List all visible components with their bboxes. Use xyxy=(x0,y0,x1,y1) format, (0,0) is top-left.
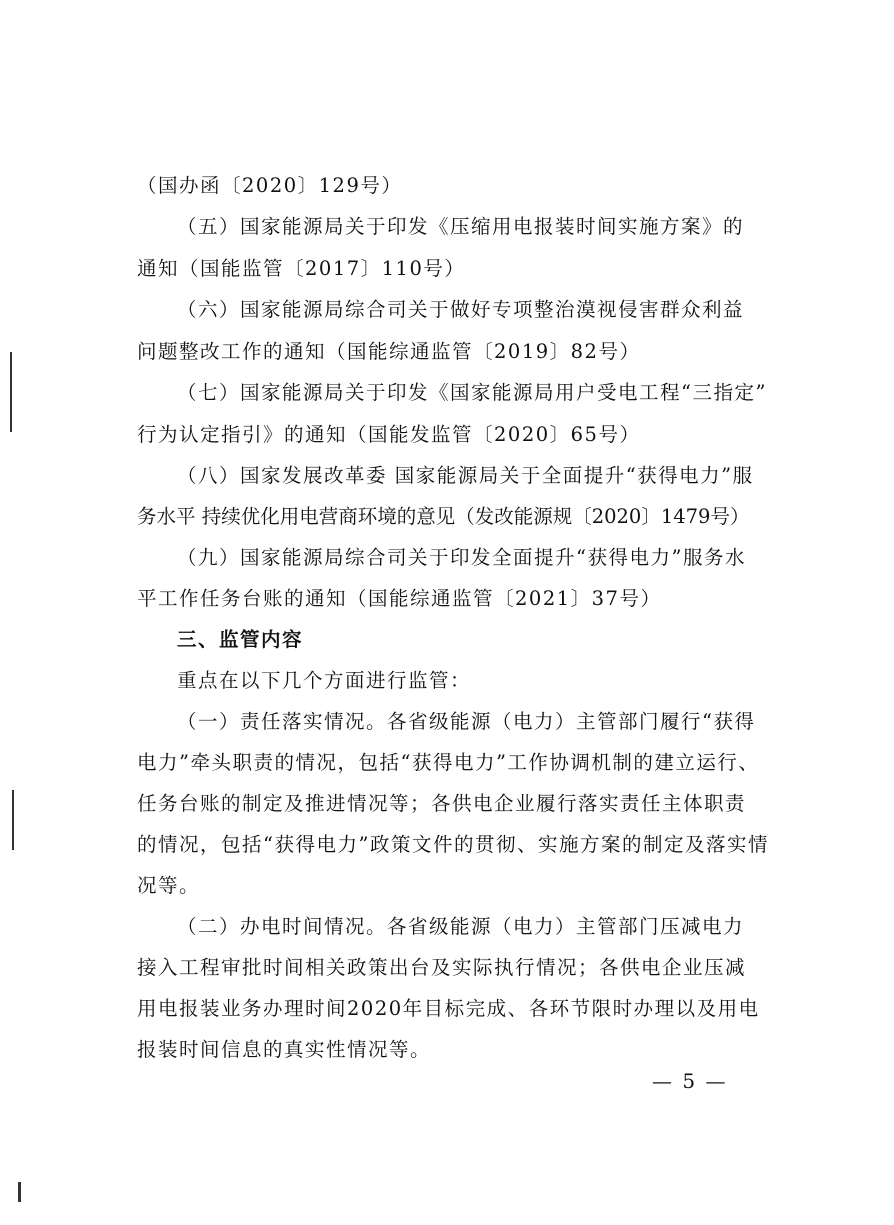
page-number: — 5 — xyxy=(652,1069,728,1093)
list-item-5: （五）国家能源局关于印发《压缩用电报装时间实施方案》的 xyxy=(177,215,745,238)
text-line: 务水平 持续优化用电营商环境的意见（发改能源规〔2020〕1479号） xyxy=(137,505,750,528)
scan-edge-mark xyxy=(10,352,12,432)
scan-edge-mark xyxy=(12,790,14,850)
list-item-1: （一）责任落实情况。各省级能源（电力）主管部门履行“获得 xyxy=(177,710,756,733)
section-heading: 三、监管内容 xyxy=(177,628,304,651)
text-line: 行为认定指引》的通知（国能发监管〔2020〕65号） xyxy=(137,423,641,446)
list-item-2: （二）办电时间情况。各省级能源（电力）主管部门压减电力 xyxy=(177,915,745,938)
text-line: 用电报装业务办理时间2020年目标完成、各环节限时办理以及用电 xyxy=(137,997,760,1020)
scan-edge-mark xyxy=(18,1182,21,1202)
text-line: （国办函〔2020〕129号） xyxy=(137,174,403,197)
text-line: 任务台账的制定及推进情况等；各供电企业履行落实责任主体职责 xyxy=(137,792,747,815)
list-item-8: （八）国家发展改革委 国家能源局关于全面提升“获得电力”服 xyxy=(177,464,754,487)
text-line: 电力”牵头职责的情况，包括“获得电力”工作协调机制的建立运行、 xyxy=(137,751,760,774)
list-item-6: （六）国家能源局综合司关于做好专项整治漠视侵害群众利益 xyxy=(177,298,745,321)
list-item-9: （九）国家能源局综合司关于印发全面提升“获得电力”服务水 xyxy=(177,546,746,569)
text-line: 的情况，包括“获得电力”政策文件的贯彻、实施方案的制定及落实情 xyxy=(137,833,769,856)
text-line: 接入工程审批时间相关政策出台及实际执行情况；各供电企业压减 xyxy=(137,956,747,979)
text-line: 况等。 xyxy=(137,874,201,897)
text-line: 通知（国能监管〔2017〕110号） xyxy=(137,257,466,280)
text-line: 平工作任务台账的通知（国能综通监管〔2021〕37号） xyxy=(137,587,662,610)
list-item-7: （七）国家能源局关于印发《国家能源局用户受电工程“三指定” xyxy=(177,381,767,404)
text-line: 重点在以下几个方面进行监管： xyxy=(177,669,472,692)
text-line: 问题整改工作的通知（国能综通监管〔2019〕82号） xyxy=(137,340,641,363)
text-line: 报装时间信息的真实性情况等。 xyxy=(137,1038,432,1061)
